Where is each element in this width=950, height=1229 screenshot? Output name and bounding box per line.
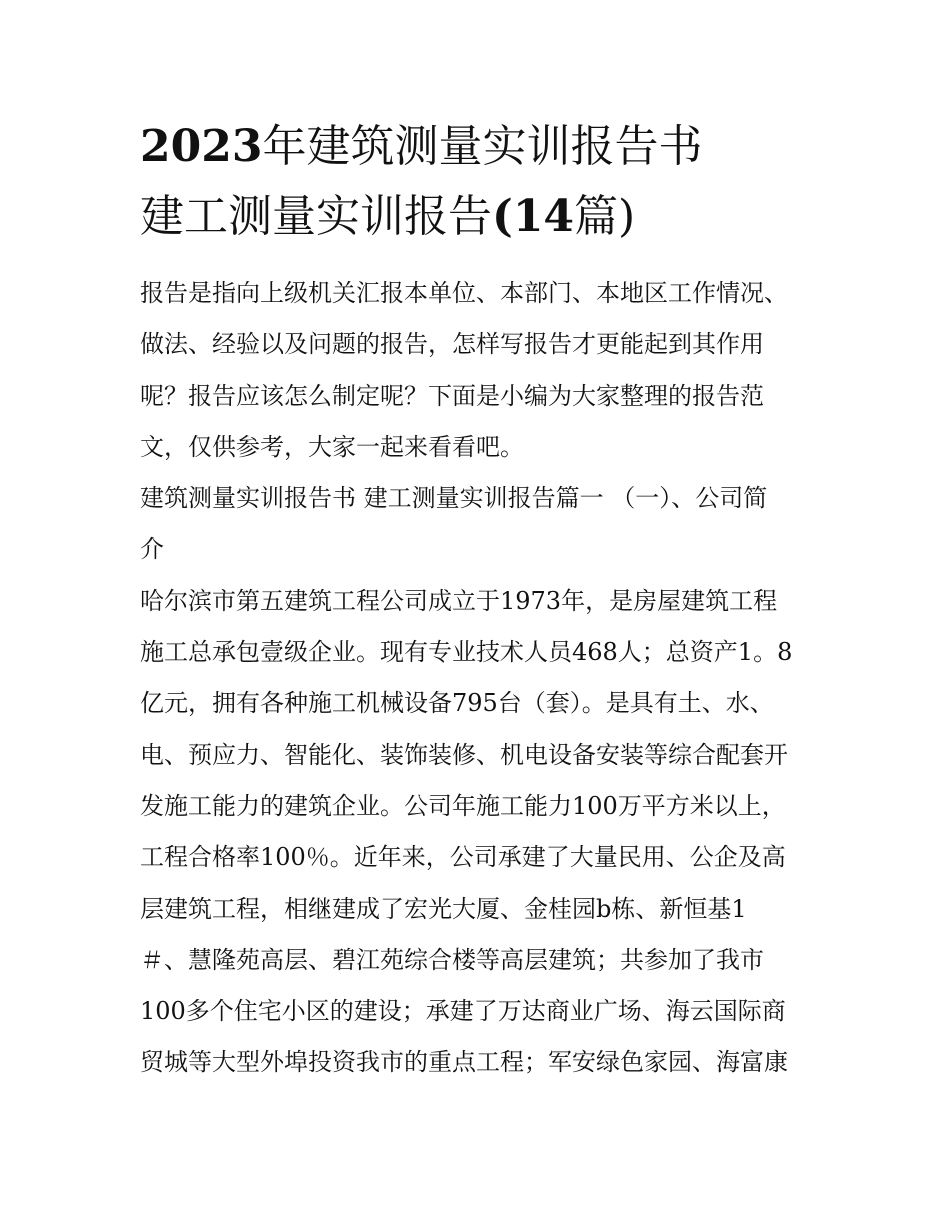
title-count: (14 [492, 191, 575, 242]
text-line: 亿元，拥有各种施工机械设备795台（套）。是具有土、水、 [140, 689, 774, 718]
section-heading-line: 建筑测量实训报告书 建工测量实训报告篇一 （一）、公司简 [140, 484, 768, 513]
text-line: ＃、慧隆苑高层、碧江苑综合楼等高层建筑；共参加了我市 [140, 945, 764, 974]
text-line: 电、预应力、智能化、装饰装修、机电设备安装等综合配套开 [140, 740, 788, 769]
text-line: 工程合格率100％。近年来，公司承建了大量民用、公企及高 [140, 843, 786, 872]
text-line: 层建筑工程，相继建成了宏光大厦、金桂园b栋、新恒基1 [140, 894, 747, 923]
document-page [140, 112, 820, 1089]
text-line: 报告是指向上级机关汇报本单位、本部门、本地区工作情况、 [140, 279, 788, 307]
title-text-2: 建工测量实训报告 [140, 191, 492, 242]
text-line: 文，仅供参考，大家一起来看看吧。 [140, 432, 524, 461]
section-heading-line: 介 [140, 535, 164, 564]
title-text-1: 年建筑测量实训报告书 [262, 121, 703, 172]
text-line: 做法、经验以及问题的报告，怎样写报告才更能起到其作用 [140, 330, 764, 359]
text-line: 呢？报告应该怎么制定呢？下面是小编为大家整理的报告范 [140, 381, 764, 410]
title-line-1 [140, 112, 820, 182]
title-line-2 [140, 182, 820, 252]
text-line: 哈尔滨市第五建筑工程公司成立于1973年，是房屋建筑工程 [140, 586, 778, 615]
document-title [140, 112, 820, 252]
title-year: 2023 [140, 121, 263, 172]
text-line: 发施工能力的建筑企业。公司年施工能力100万平方米以上， [140, 791, 786, 820]
title-text-3: 篇) [574, 191, 636, 242]
text-line: 贸城等大型外埠投资我市的重点工程；军安绿色家园、海富康 [140, 1048, 788, 1077]
text-line: 100多个住宅小区的建设；承建了万达商业广场、海云国际商 [140, 997, 786, 1026]
text-line: 施工总承包壹级企业。现有专业技术人员468人；总资产1。8 [140, 638, 793, 667]
